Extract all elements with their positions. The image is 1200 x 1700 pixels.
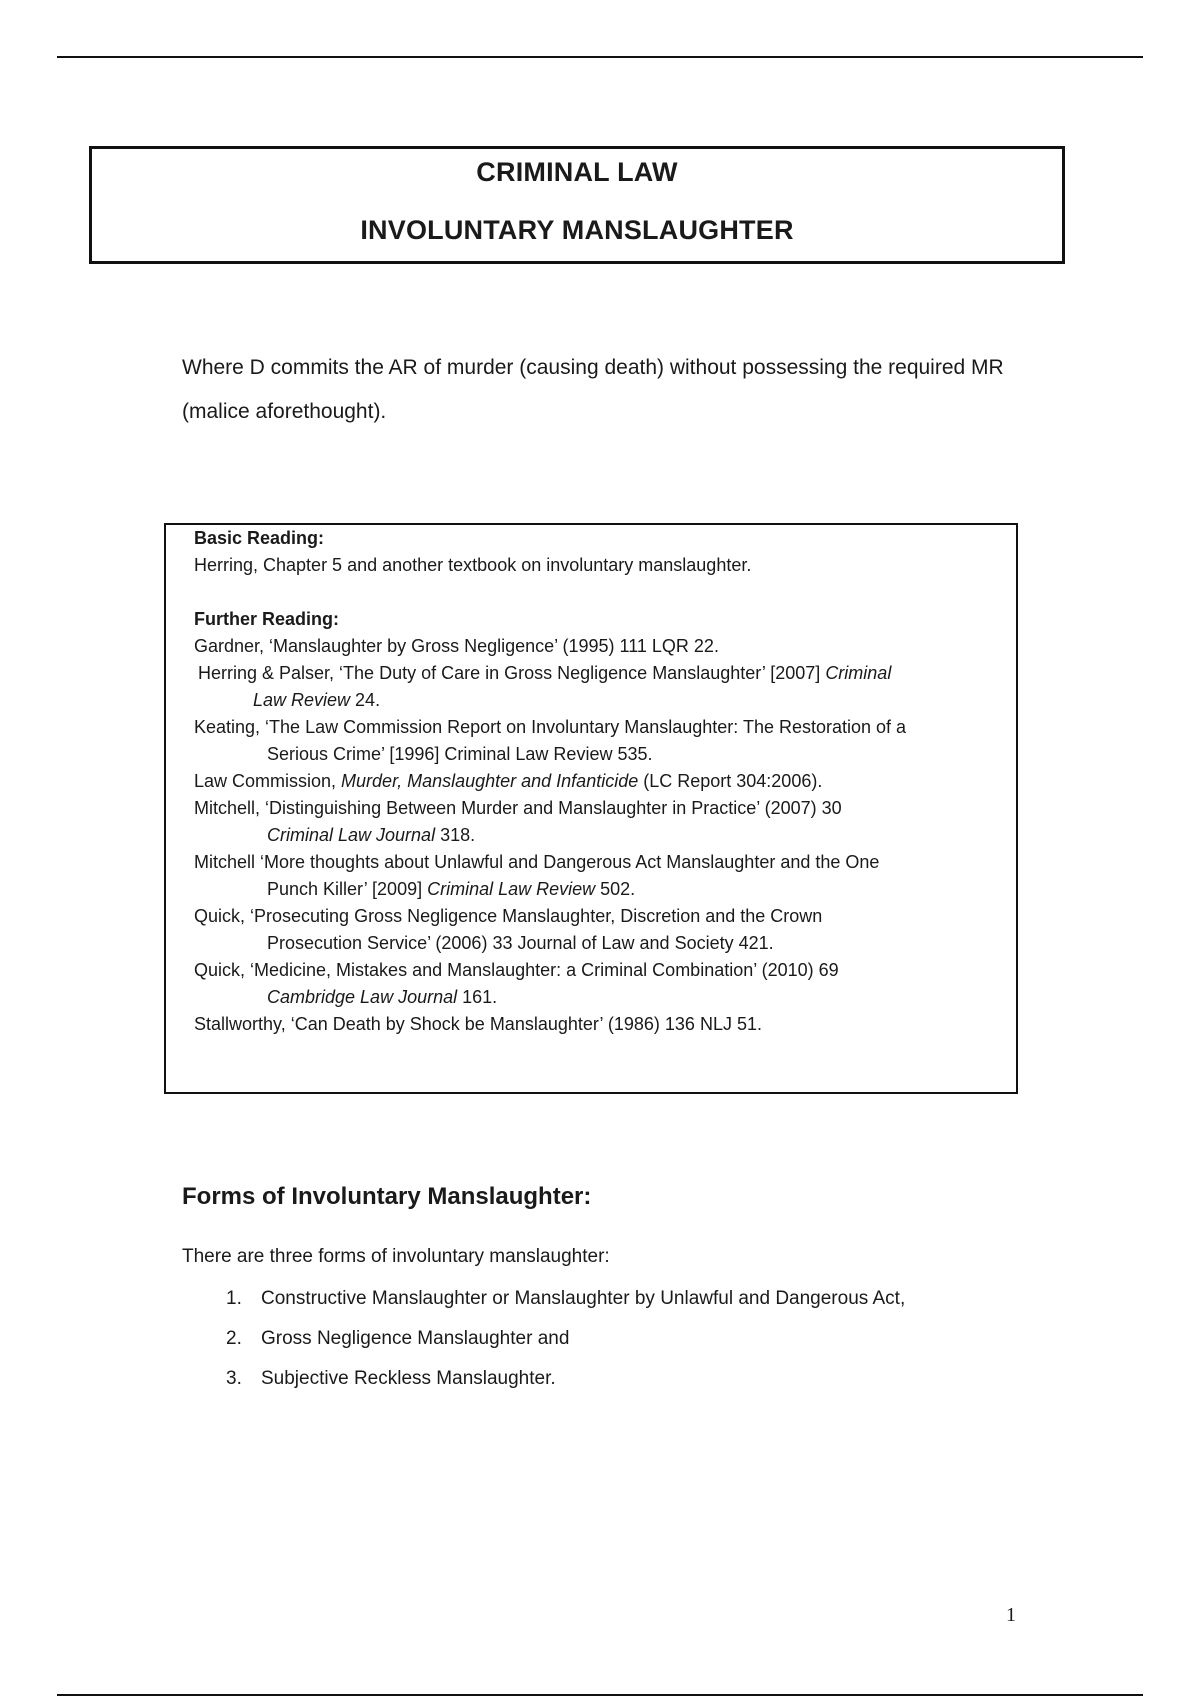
reference-quick-2010 bbox=[194, 957, 1004, 1011]
list-item bbox=[182, 1365, 1082, 1405]
basic-reading-text: Herring, Chapter 5 and another textbook on involuntary manslaughter. bbox=[194, 555, 752, 575]
reference-mitchell-2007 bbox=[194, 795, 1004, 849]
reference-text: Quick, ‘Medicine, Mistakes and Manslaughter: a Criminal Combination’ (2010) 69 bbox=[194, 960, 839, 980]
further-reading-heading: Further Reading: bbox=[194, 609, 340, 629]
basic-reading-heading: Basic Reading: bbox=[194, 528, 325, 548]
reference-text: Law Commission, bbox=[194, 771, 342, 791]
list-item bbox=[182, 1285, 1082, 1325]
reference-gardner bbox=[194, 633, 1004, 660]
reference-journal: Criminal Law Journal bbox=[267, 825, 436, 845]
reference-journal: Criminal Law Review bbox=[427, 879, 596, 899]
list-number: 3. bbox=[226, 1368, 242, 1389]
bottom-rule bbox=[57, 1694, 1143, 1696]
reference-text: Mitchell ‘More thoughts about Unlawful and Dangerous Act Manslaughter and the One bbox=[194, 852, 880, 872]
reference-text: Gardner, ‘Manslaughter by Gross Negligence’ (1995) 111 LQR 22. bbox=[194, 636, 719, 656]
spacer bbox=[194, 579, 1004, 606]
list-text: Subjective Reckless Manslaughter. bbox=[261, 1368, 556, 1389]
top-rule bbox=[57, 56, 1143, 58]
reference-text: Serious Crime’ [1996] Criminal Law Review 535. bbox=[267, 744, 653, 764]
reference-mitchell-2009 bbox=[194, 849, 1004, 903]
forms-heading: Forms of Involuntary Manslaughter: bbox=[182, 1183, 592, 1210]
reference-text: Keating, ‘The Law Commission Report on Involuntary Manslaughter: The Restoration of a bbox=[194, 717, 907, 737]
reference-text: 318. bbox=[435, 825, 476, 845]
reference-stallworthy bbox=[194, 1011, 1004, 1038]
reference-quick-2006 bbox=[194, 903, 1004, 957]
intro-paragraph: Where D commits the AR of murder (causing death) without possessing the required MR (malice aforethought). bbox=[182, 356, 1004, 423]
forms-list bbox=[182, 1285, 1082, 1405]
title-box bbox=[89, 146, 1065, 264]
list-number: 1. bbox=[226, 1288, 242, 1309]
reference-keating bbox=[194, 714, 1004, 768]
reference-herring-palser bbox=[194, 660, 1004, 714]
reference-text: (LC Report 304:2006). bbox=[638, 771, 823, 791]
reference-journal: Cambridge Law Journal bbox=[267, 987, 458, 1007]
reference-journal: Criminal bbox=[825, 663, 892, 683]
document-subtitle: INVOLUNTARY MANSLAUGHTER bbox=[360, 215, 794, 245]
reference-text: Prosecution Service’ (2006) 33 Journal of Law and Society 421. bbox=[267, 933, 774, 953]
list-text: Constructive Manslaughter or Manslaughter by Unlawful and Dangerous Act, bbox=[261, 1288, 906, 1309]
reference-text: Punch Killer’ [2009] bbox=[267, 879, 428, 899]
reference-text: Mitchell, ‘Distinguishing Between Murder and Manslaughter in Practice’ (2007) 30 bbox=[194, 798, 842, 818]
list-number: 2. bbox=[226, 1328, 242, 1349]
reference-text: 24. bbox=[350, 690, 381, 710]
reference-text: Herring & Palser, ‘The Duty of Care in Gross Negligence Manslaughter’ [2007] bbox=[198, 663, 826, 683]
reading-list-box bbox=[164, 523, 1018, 1094]
forms-intro: There are three forms of involuntary manslaughter: bbox=[182, 1246, 610, 1267]
list-item bbox=[182, 1325, 1082, 1365]
reference-text: 502. bbox=[595, 879, 636, 899]
reference-text: Quick, ‘Prosecuting Gross Negligence Manslaughter, Discretion and the Crown bbox=[194, 906, 823, 926]
reference-journal: Law Review bbox=[253, 690, 351, 710]
document-title: CRIMINAL LAW bbox=[476, 157, 678, 187]
reference-text: Stallworthy, ‘Can Death by Shock be Manslaughter’ (1986) 136 NLJ 51. bbox=[194, 1014, 762, 1034]
reference-text: 161. bbox=[457, 987, 498, 1007]
page-number: 1 bbox=[1006, 1604, 1016, 1626]
list-text: Gross Negligence Manslaughter and bbox=[261, 1328, 570, 1349]
reference-title-italic: Murder, Manslaughter and Infanticide bbox=[341, 771, 639, 791]
reference-law-commission bbox=[194, 768, 1004, 795]
